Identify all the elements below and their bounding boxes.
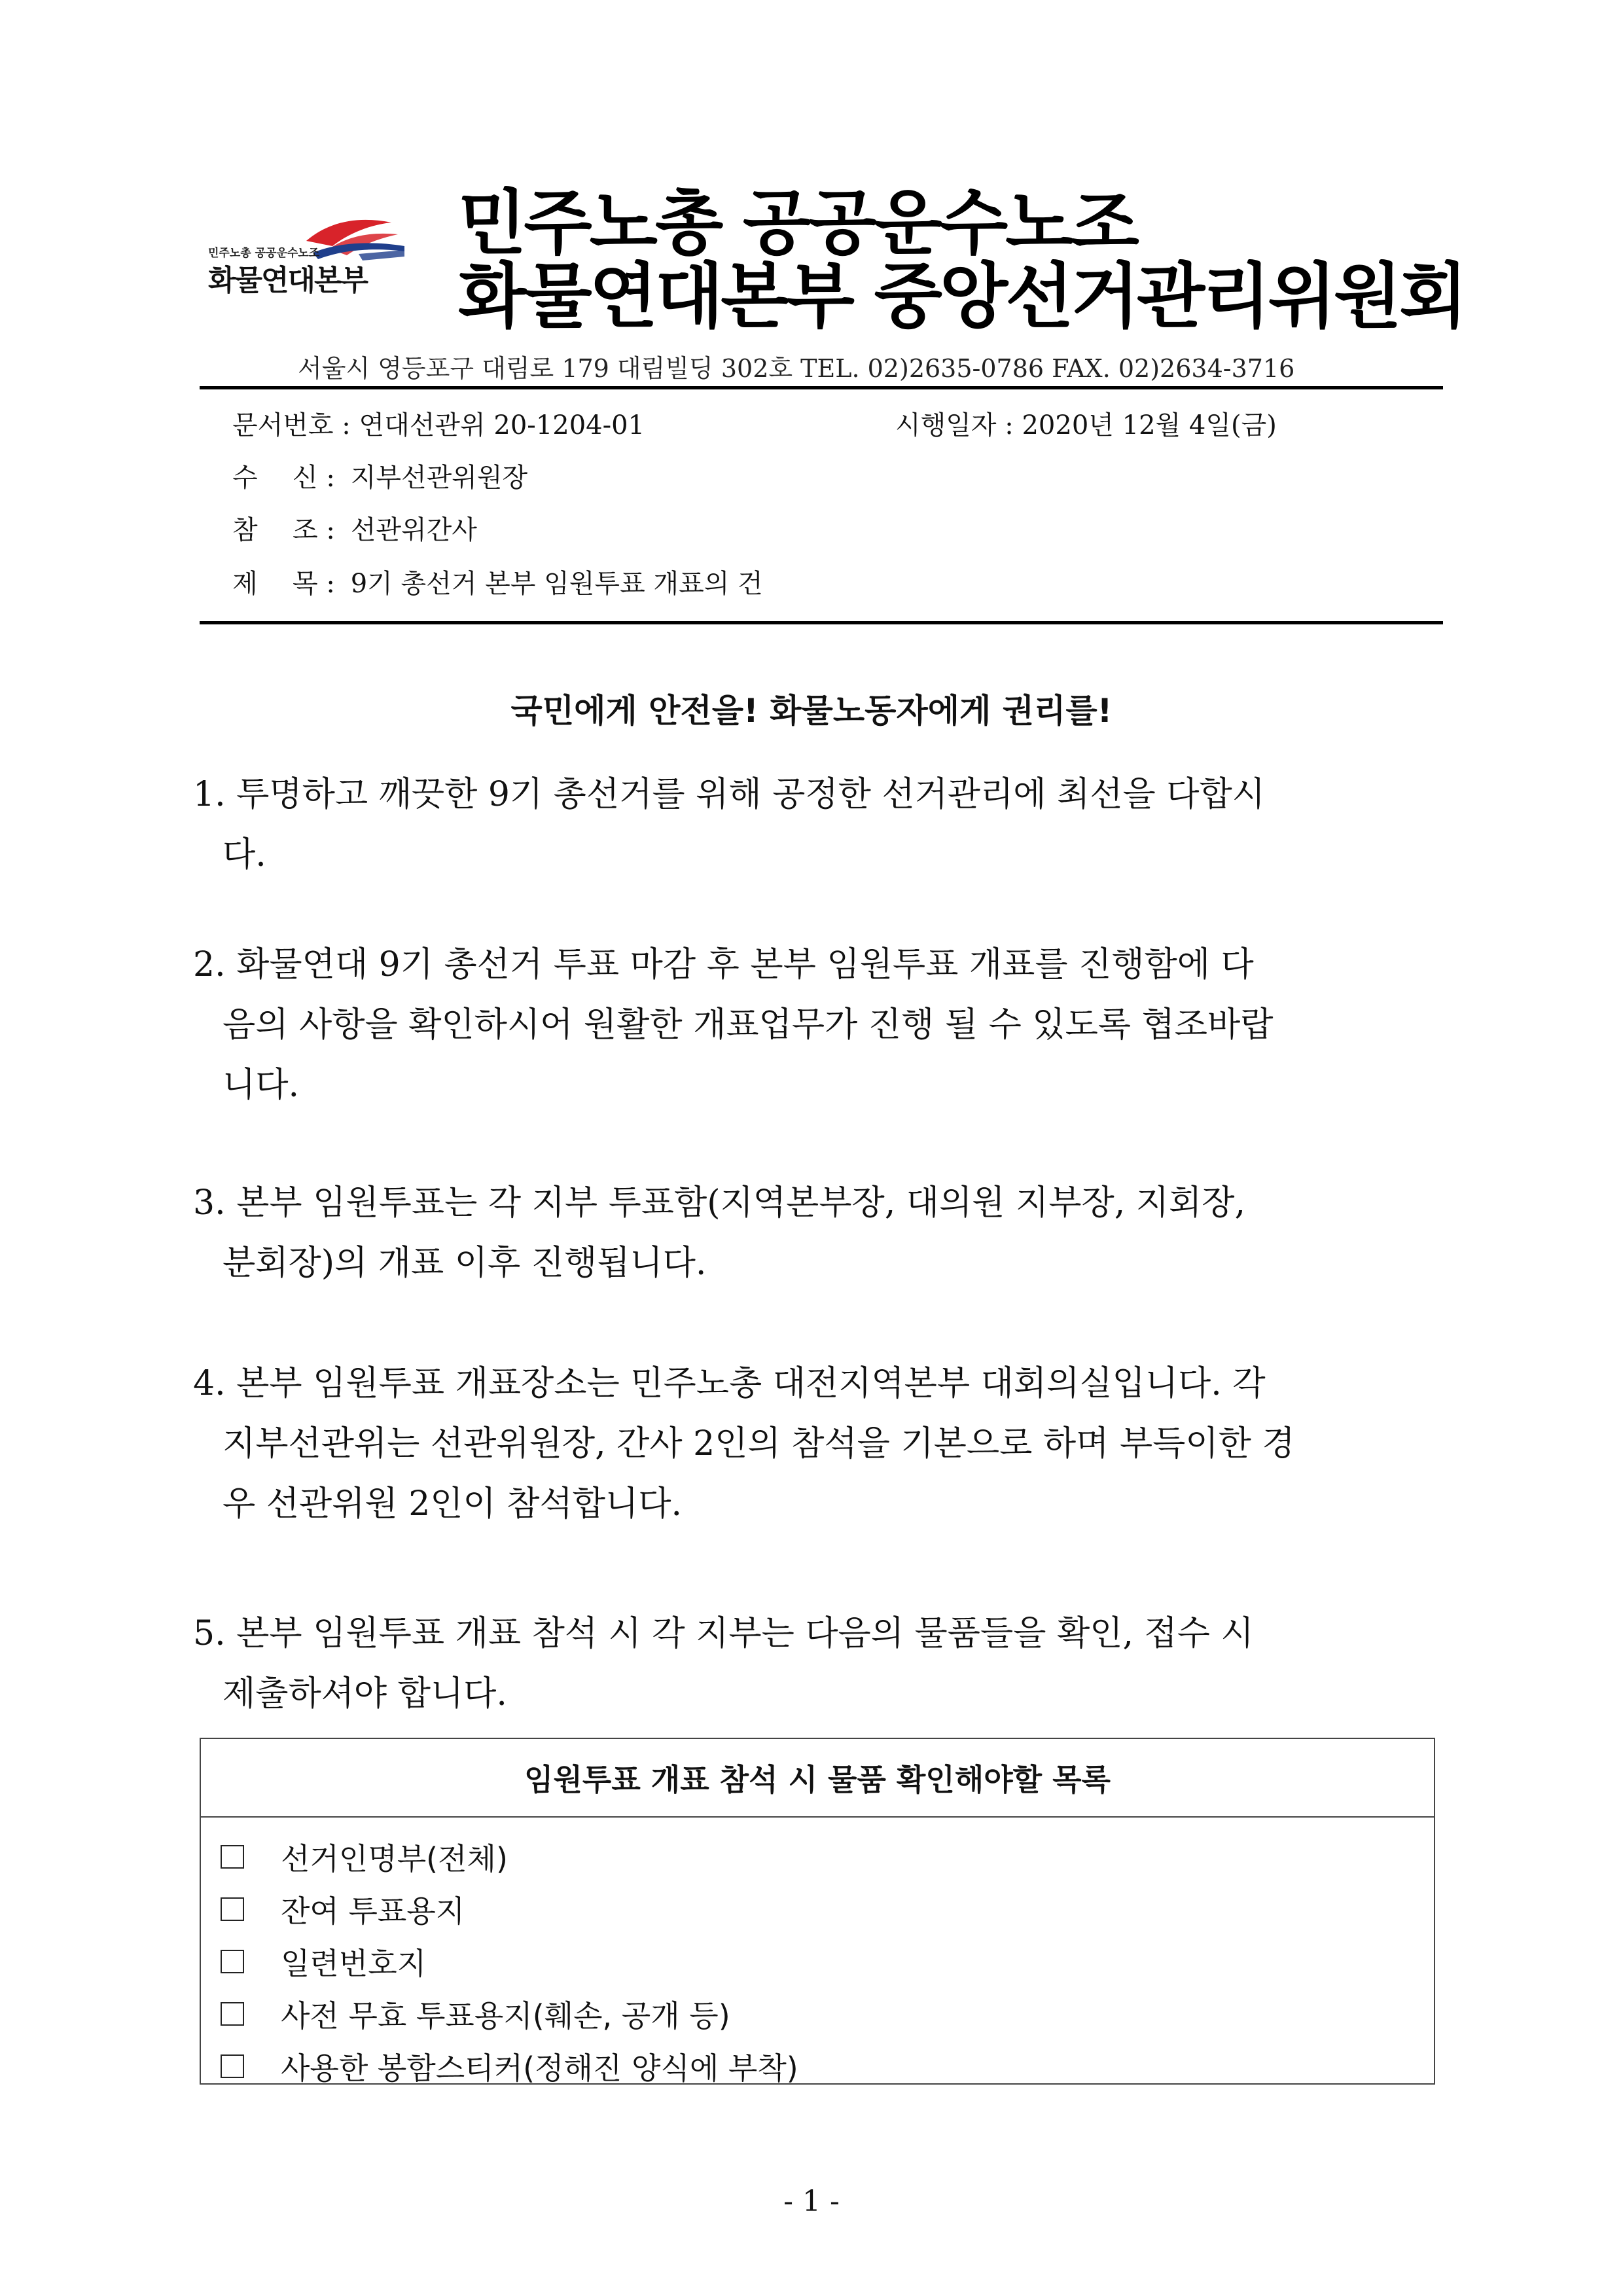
slogan: 국민에게 안전을! 화물노동자에게 권리를! xyxy=(510,692,1113,730)
doc-number-row xyxy=(232,404,645,442)
issue-date-value: 2020년 12월 4일(금) xyxy=(1022,410,1277,440)
checklist-title: 임원투표 개표 참석 시 물품 확인해야할 목록 xyxy=(201,1739,1434,1818)
paragraph-2 xyxy=(193,935,1436,1115)
checklist-item-label: 사전 무효 투표용지(훼손, 공개 등) xyxy=(281,1998,730,2034)
reference-row xyxy=(232,509,477,547)
checkbox-icon xyxy=(221,1950,244,1973)
reference-value: 선관위간사 xyxy=(350,515,477,545)
paragraph-line: 우 선관위원 2인이 참석합니다. xyxy=(223,1484,682,1524)
checklist-item-label: 선거인명부(전체) xyxy=(281,1841,508,1876)
subject-label-b: 목 : xyxy=(293,569,335,599)
checkbox-icon xyxy=(221,2054,244,2078)
doc-number-label: 문서번호 : xyxy=(232,410,351,440)
recipient-label-a: 수 xyxy=(232,463,258,493)
paragraph-line: 1. 투명하고 깨끗한 9기 총선거를 위해 공정한 선거관리에 최선을 다합시 xyxy=(193,775,1265,814)
paragraph-line: 2. 화물연대 9기 총선거 투표 마감 후 본부 임원투표 개표를 진행함에 다 xyxy=(193,945,1254,984)
checklist-item-label: 사용한 봉함스티커(정해진 양식에 부착) xyxy=(281,2051,798,2086)
paragraph-line: 제출하셔야 합니다. xyxy=(223,1674,507,1713)
paragraph-1 xyxy=(193,764,1436,885)
letterhead-title-line-1: 민주노총 공공운수노조 xyxy=(458,183,1137,264)
paragraph-line: 분회장)의 개표 이후 진행됩니다. xyxy=(223,1244,707,1283)
checklist-table xyxy=(200,1738,1435,2085)
subject-row xyxy=(232,563,763,600)
checklist-item xyxy=(221,1831,1412,1883)
doc-number-value: 연대선관위 20-1204-01 xyxy=(359,410,645,440)
checkbox-icon xyxy=(221,1845,244,1869)
checklist-items xyxy=(221,1831,1412,2092)
recipient-row xyxy=(232,457,527,494)
recipient-label-b: 신 : xyxy=(293,463,335,493)
checkbox-icon xyxy=(221,2002,244,2026)
reference-label-a: 참 xyxy=(232,515,258,545)
paragraph-5 xyxy=(193,1604,1436,1724)
paragraph-line: 다. xyxy=(223,835,266,874)
paragraph-line: 니다. xyxy=(223,1066,299,1105)
paragraph-line: 지부선관위는 선관위원장, 간사 2인의 참석을 기본으로 하며 부득이한 경 xyxy=(223,1424,1295,1463)
paragraph-line: 5. 본부 임원투표 개표 참석 시 각 지부는 다음의 물품들을 확인, 접수 시 xyxy=(193,1614,1254,1653)
logo-name: 화물연대본부 xyxy=(208,264,368,297)
letterhead-title-line-2: 화물연대본부 중앙선거관리위원회 xyxy=(458,256,1465,338)
checklist-item-label: 일련번호지 xyxy=(281,1946,427,1981)
checklist-item-label: 잔여 투표용지 xyxy=(281,1893,465,1929)
paragraph-4 xyxy=(193,1354,1436,1534)
checklist-item xyxy=(221,2040,1412,2092)
reference-label-b: 조 : xyxy=(293,515,335,545)
checklist-item xyxy=(221,1935,1412,1988)
header-divider xyxy=(200,386,1443,389)
checkbox-icon xyxy=(221,1897,244,1921)
subject-label-a: 제 xyxy=(232,569,258,599)
page-number: - 1 - xyxy=(783,2185,840,2218)
issue-date-row xyxy=(895,404,1277,442)
recipient-value: 지부선관위원장 xyxy=(350,463,528,493)
meta-divider xyxy=(200,621,1443,624)
paragraph-line: 3. 본부 임원투표는 각 지부 투표함(지역본부장, 대의원 지부장, 지회장, xyxy=(193,1183,1245,1223)
subject-value: 9기 총선거 본부 임원투표 개표의 건 xyxy=(350,569,763,599)
checklist-item xyxy=(221,1883,1412,1935)
paragraph-line: 4. 본부 임원투표 개표장소는 민주노총 대전지역본부 대회의실입니다. 각 xyxy=(193,1364,1266,1403)
logo-subtitle: 민주노총 공공운수노조 xyxy=(208,247,320,260)
paragraph-3 xyxy=(193,1173,1436,1293)
paragraph-line: 음의 사항을 확인하시어 원활한 개표업무가 진행 될 수 있도록 협조바랍 xyxy=(223,1005,1274,1045)
issue-date-label: 시행일자 : xyxy=(895,410,1014,440)
checklist-item xyxy=(221,1988,1412,2040)
letterhead-address: 서울시 영등포구 대림로 179 대림빌딩 302호 TEL. 02)2635-0786 FAX. 02)2634-3716 xyxy=(298,354,1295,383)
